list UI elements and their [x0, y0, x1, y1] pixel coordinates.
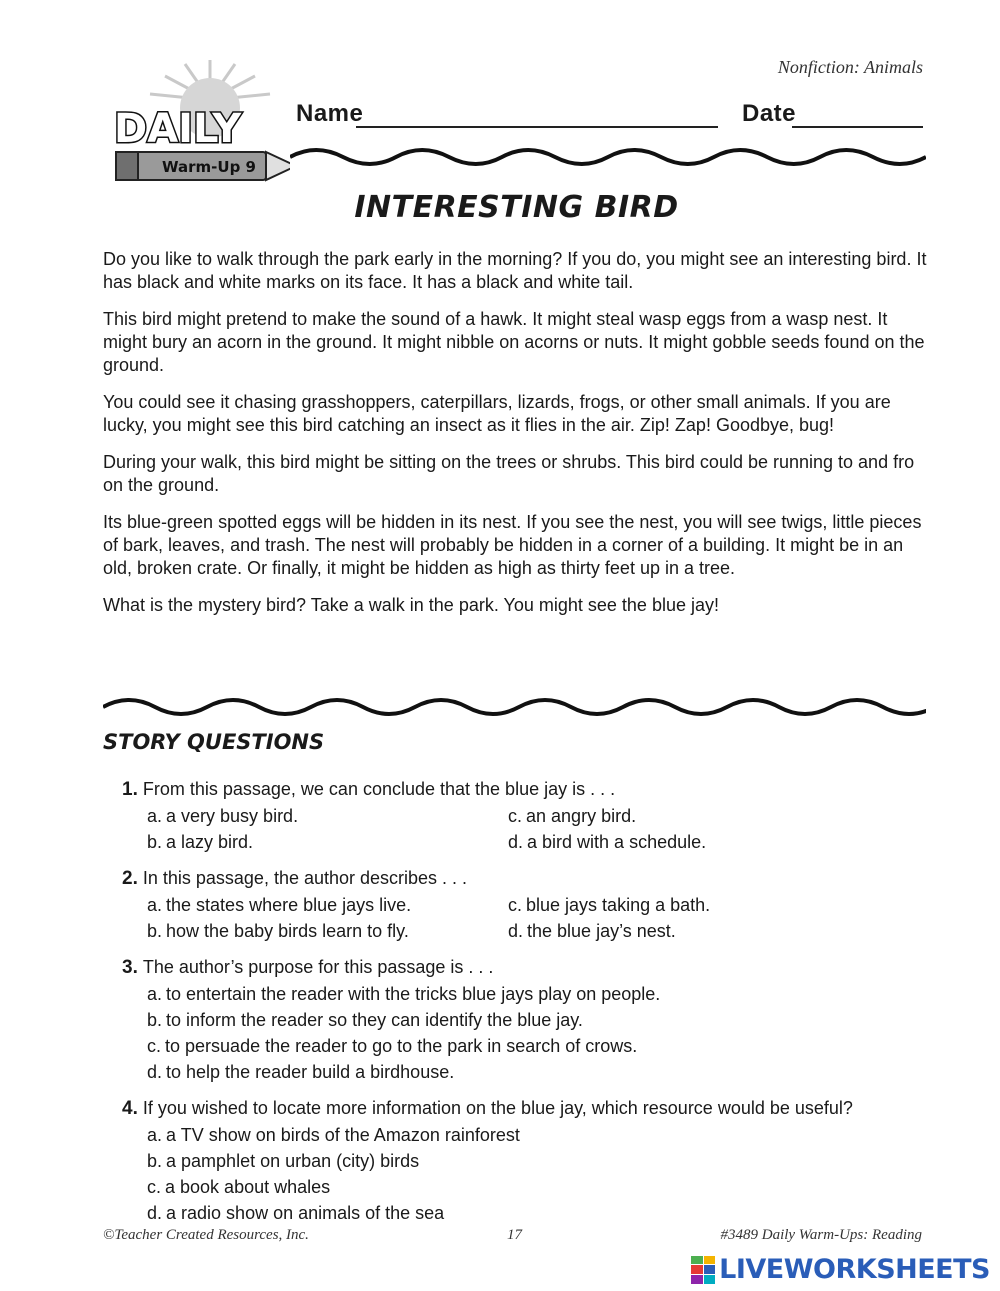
answer-option-a[interactable]: a. a TV show on birds of the Amazon rainforest: [147, 1125, 520, 1145]
questions-list: [122, 776, 942, 1236]
question-text: From this passage, we can conclude that the blue jay is . . .: [142, 779, 616, 799]
footer-copyright: ©Teacher Created Resources, Inc.: [103, 1227, 309, 1243]
answer-option-b[interactable]: b. to inform the reader so they can identify the blue jay.: [147, 1010, 583, 1030]
question-number: 1.: [122, 779, 138, 800]
section-wave-divider: [103, 692, 926, 722]
date-field-line[interactable]: [792, 126, 923, 128]
question-text: If you wished to locate more information on the blue jay, which resource would be useful?: [142, 1098, 853, 1118]
question-3: [122, 954, 942, 1085]
answer-option-d[interactable]: d. to help the reader build a birdhouse.: [147, 1062, 455, 1082]
logo-word: DAILY: [114, 106, 242, 152]
answer-option-c[interactable]: c. blue jays taking a bath.: [508, 895, 711, 915]
daily-warmup-logo: [100, 60, 290, 190]
answer-option-b[interactable]: b. a pamphlet on urban (city) birds: [147, 1151, 420, 1171]
answer-option-b[interactable]: b. how the baby birds learn to fly.: [147, 921, 409, 941]
question-4: [122, 1095, 942, 1226]
passage-paragraph: This bird might pretend to make the sound of a hawk. It might steal wasp eggs from a wasp nest. It might bury an acorn in the ground. It might nibble on acorns or nuts. It might gobble seeds found on the ground.: [103, 309, 925, 375]
question-text: In this passage, the author describes . . .: [142, 868, 468, 888]
question-number: 3.: [122, 957, 138, 978]
name-label: Name: [296, 100, 364, 127]
story-questions-heading: STORY QUESTIONS: [103, 730, 325, 754]
logo-sub: Warm-Up 9: [162, 158, 256, 176]
answer-option-a[interactable]: a. to entertain the reader with the tricks blue jays play on people.: [147, 984, 661, 1004]
page-title: INTERESTING BIRD: [354, 190, 679, 225]
answer-option-d[interactable]: d. the blue jay’s nest.: [508, 921, 676, 941]
header-wave-divider: [290, 142, 926, 172]
answer-option-d[interactable]: d. a bird with a schedule.: [508, 832, 707, 852]
question-text: The author’s purpose for this passage is . . .: [142, 957, 494, 977]
passage-paragraph: During your walk, this bird might be sitting on the trees or shrubs. This bird could be running to and fro on the ground.: [103, 452, 915, 495]
liveworksheets-watermark[interactable]: [691, 1254, 990, 1285]
answer-option-c[interactable]: c. an angry bird.: [508, 806, 637, 826]
answer-option-c[interactable]: c. to persuade the reader to go to the park in search of crows.: [147, 1036, 638, 1056]
category-label: Nonfiction: Animals: [777, 57, 923, 77]
passage-paragraph: Its blue-green spotted eggs will be hidden in its nest. If you see the nest, you will see twigs, little pieces of bark, leaves, and trash. The nest will probably be hidden in a corner of a building. It might be in an old, broken crate. Or finally, it might be hidden as high as thirty feet up in a tree.: [103, 512, 922, 578]
answer-option-a[interactable]: a. the states where blue jays live.: [147, 895, 412, 915]
question-number: 2.: [122, 868, 138, 889]
reading-passage: [103, 248, 933, 631]
name-field-line[interactable]: [356, 126, 718, 128]
date-label: Date: [742, 100, 797, 127]
liveworksheets-text: LIVEWORKSHEETS: [719, 1254, 990, 1285]
answer-option-a[interactable]: a. a very busy bird.: [147, 806, 299, 826]
answer-option-c[interactable]: c. a book about whales: [147, 1177, 331, 1197]
passage-paragraph: Do you like to walk through the park early in the morning? If you do, you might see an interesting bird. It has black and white marks on its face. It has a black and white tail.: [103, 249, 927, 292]
footer-page-number: 17: [507, 1227, 522, 1243]
passage-paragraph: What is the mystery bird? Take a walk in the park. You might see the blue jay!: [103, 595, 719, 615]
passage-paragraph: You could see it chasing grasshoppers, caterpillars, lizards, frogs, or other small animals. If you are lucky, you might see this bird catching an insect as it flies in the air. Zip! Zap! Goodbye, bug!: [103, 392, 891, 435]
question-number: 4.: [122, 1098, 138, 1119]
answer-option-b[interactable]: b. a lazy bird.: [147, 832, 254, 852]
answer-option-d[interactable]: d. a radio show on animals of the sea: [147, 1203, 445, 1223]
footer-book-title: #3489 Daily Warm-Ups: Reading: [720, 1227, 922, 1243]
liveworksheets-icon: [691, 1256, 715, 1284]
question-1: [122, 776, 942, 855]
question-2: [122, 865, 942, 944]
